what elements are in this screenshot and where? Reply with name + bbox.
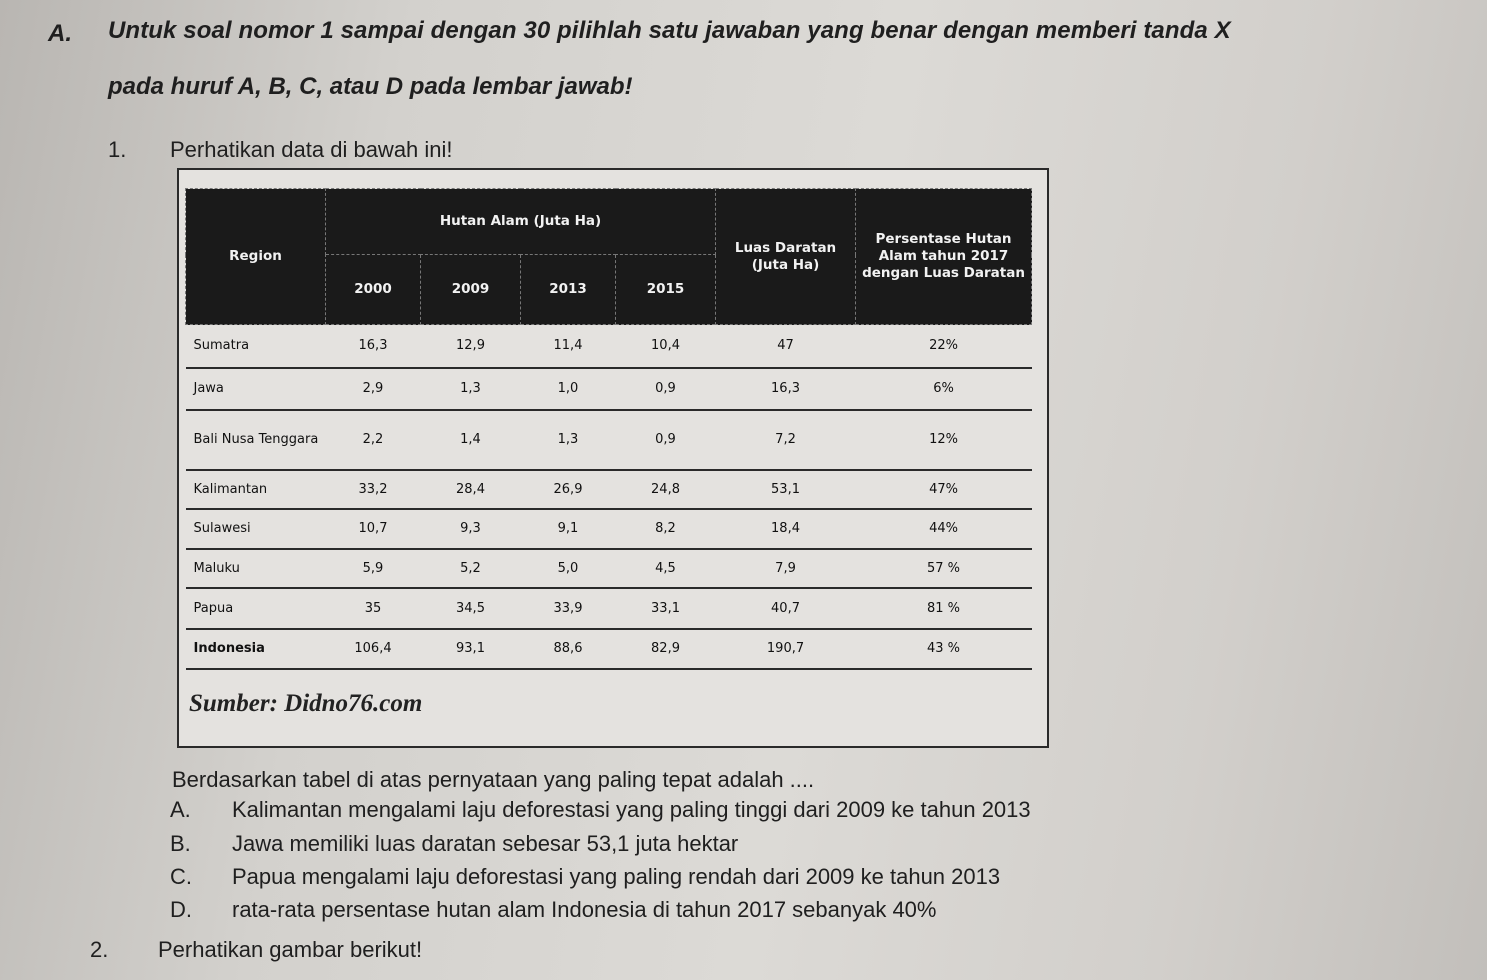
cell-2000: 5,9 bbox=[326, 549, 421, 588]
cell-2013: 9,1 bbox=[521, 509, 616, 549]
cell-2015: 8,2 bbox=[616, 509, 716, 549]
header-luas-daratan: Luas Daratan (Juta Ha) bbox=[716, 189, 856, 325]
cell-luas: 190,7 bbox=[716, 629, 856, 669]
cell-2009: 9,3 bbox=[421, 509, 521, 549]
option-b-letter[interactable]: B. bbox=[170, 831, 191, 856]
data-table-box bbox=[177, 168, 1049, 748]
cell-persen: 12% bbox=[856, 410, 1032, 470]
cell-persen: 6% bbox=[856, 368, 1032, 410]
table-row bbox=[186, 410, 1032, 470]
cell-region: Maluku bbox=[186, 549, 326, 588]
header-region: Region bbox=[186, 189, 326, 325]
cell-luas: 16,3 bbox=[716, 368, 856, 410]
cell-2000: 106,4 bbox=[326, 629, 421, 669]
cell-2009: 1,4 bbox=[421, 410, 521, 470]
cell-2009: 34,5 bbox=[421, 588, 521, 629]
table-row bbox=[186, 325, 1032, 368]
cell-2013: 1,3 bbox=[521, 410, 616, 470]
table-row bbox=[186, 588, 1032, 629]
cell-2009: 93,1 bbox=[421, 629, 521, 669]
instruction-line-1: Untuk soal nomor 1 sampai dengan 30 pilihlah satu jawaban yang benar dengan memberi tanda X bbox=[108, 17, 1231, 44]
cell-region: Papua bbox=[186, 588, 326, 629]
header-persentase: Persentase Hutan Alam tahun 2017 dengan Luas Daratan bbox=[856, 189, 1032, 325]
cell-luas: 47 bbox=[716, 325, 856, 368]
cell-2000: 2,2 bbox=[326, 410, 421, 470]
cell-2009: 28,4 bbox=[421, 470, 521, 509]
cell-2009: 12,9 bbox=[421, 325, 521, 368]
question-1-text: Perhatikan data di bawah ini! bbox=[170, 137, 453, 162]
cell-region: Bali Nusa Tenggara bbox=[186, 410, 326, 470]
cell-2015: 0,9 bbox=[616, 410, 716, 470]
cell-persen: 44% bbox=[856, 509, 1032, 549]
table-row bbox=[186, 629, 1032, 669]
cell-2000: 35 bbox=[326, 588, 421, 629]
cell-region: Sulawesi bbox=[186, 509, 326, 549]
cell-region: Jawa bbox=[186, 368, 326, 410]
table-source: Sumber: Didno76.com bbox=[189, 690, 423, 717]
option-c-letter[interactable]: C. bbox=[170, 864, 192, 889]
option-a-text[interactable]: Kalimantan mengalami laju deforestasi yang paling tinggi dari 2009 ke tahun 2013 bbox=[232, 797, 1031, 822]
cell-2000: 2,9 bbox=[326, 368, 421, 410]
cell-luas: 53,1 bbox=[716, 470, 856, 509]
cell-persen: 22% bbox=[856, 325, 1032, 368]
forest-data-table bbox=[185, 188, 1032, 670]
cell-luas: 7,9 bbox=[716, 549, 856, 588]
cell-2015: 10,4 bbox=[616, 325, 716, 368]
option-a-letter[interactable]: A. bbox=[170, 797, 191, 822]
cell-persen: 57 % bbox=[856, 549, 1032, 588]
cell-region: Sumatra bbox=[186, 325, 326, 368]
cell-2000: 33,2 bbox=[326, 470, 421, 509]
cell-2015: 24,8 bbox=[616, 470, 716, 509]
question-2-number: 2. bbox=[90, 937, 109, 962]
option-d-letter[interactable]: D. bbox=[170, 897, 192, 922]
table-row bbox=[186, 470, 1032, 509]
option-d-text[interactable]: rata-rata persentase hutan alam Indonesia di tahun 2017 sebanyak 40% bbox=[232, 897, 937, 922]
question-1-number: 1. bbox=[108, 137, 127, 162]
header-year-2000: 2000 bbox=[326, 255, 421, 325]
header-year-2015: 2015 bbox=[616, 255, 716, 325]
cell-persen: 81 % bbox=[856, 588, 1032, 629]
question-1-prompt: Berdasarkan tabel di atas pernyataan yang paling tepat adalah .... bbox=[172, 767, 815, 792]
cell-persen: 43 % bbox=[856, 629, 1032, 669]
table-row bbox=[186, 509, 1032, 549]
cell-2015: 0,9 bbox=[616, 368, 716, 410]
cell-2013: 1,0 bbox=[521, 368, 616, 410]
header-year-2013: 2013 bbox=[521, 255, 616, 325]
cell-region: Indonesia bbox=[186, 629, 326, 669]
cell-2015: 82,9 bbox=[616, 629, 716, 669]
cell-2013: 33,9 bbox=[521, 588, 616, 629]
question-2-text: Perhatikan gambar berikut! bbox=[158, 937, 423, 962]
cell-2013: 88,6 bbox=[521, 629, 616, 669]
option-b-text[interactable]: Jawa memiliki luas daratan sebesar 53,1 juta hektar bbox=[232, 831, 739, 856]
cell-2000: 10,7 bbox=[326, 509, 421, 549]
cell-persen: 47% bbox=[856, 470, 1032, 509]
cell-2013: 26,9 bbox=[521, 470, 616, 509]
cell-2009: 1,3 bbox=[421, 368, 521, 410]
cell-2000: 16,3 bbox=[326, 325, 421, 368]
cell-2015: 33,1 bbox=[616, 588, 716, 629]
header-hutan-alam: Hutan Alam (Juta Ha) bbox=[326, 189, 716, 255]
option-c-text[interactable]: Papua mengalami laju deforestasi yang paling rendah dari 2009 ke tahun 2013 bbox=[232, 864, 1001, 889]
cell-2015: 4,5 bbox=[616, 549, 716, 588]
instruction-letter: A. bbox=[48, 20, 72, 47]
header-year-2009: 2009 bbox=[421, 255, 521, 325]
cell-2013: 5,0 bbox=[521, 549, 616, 588]
cell-luas: 40,7 bbox=[716, 588, 856, 629]
table-row bbox=[186, 549, 1032, 588]
cell-luas: 7,2 bbox=[716, 410, 856, 470]
cell-2009: 5,2 bbox=[421, 549, 521, 588]
table-row bbox=[186, 368, 1032, 410]
instruction-line-2: pada huruf A, B, C, atau D pada lembar jawab! bbox=[108, 73, 633, 100]
cell-luas: 18,4 bbox=[716, 509, 856, 549]
cell-region: Kalimantan bbox=[186, 470, 326, 509]
cell-2013: 11,4 bbox=[521, 325, 616, 368]
